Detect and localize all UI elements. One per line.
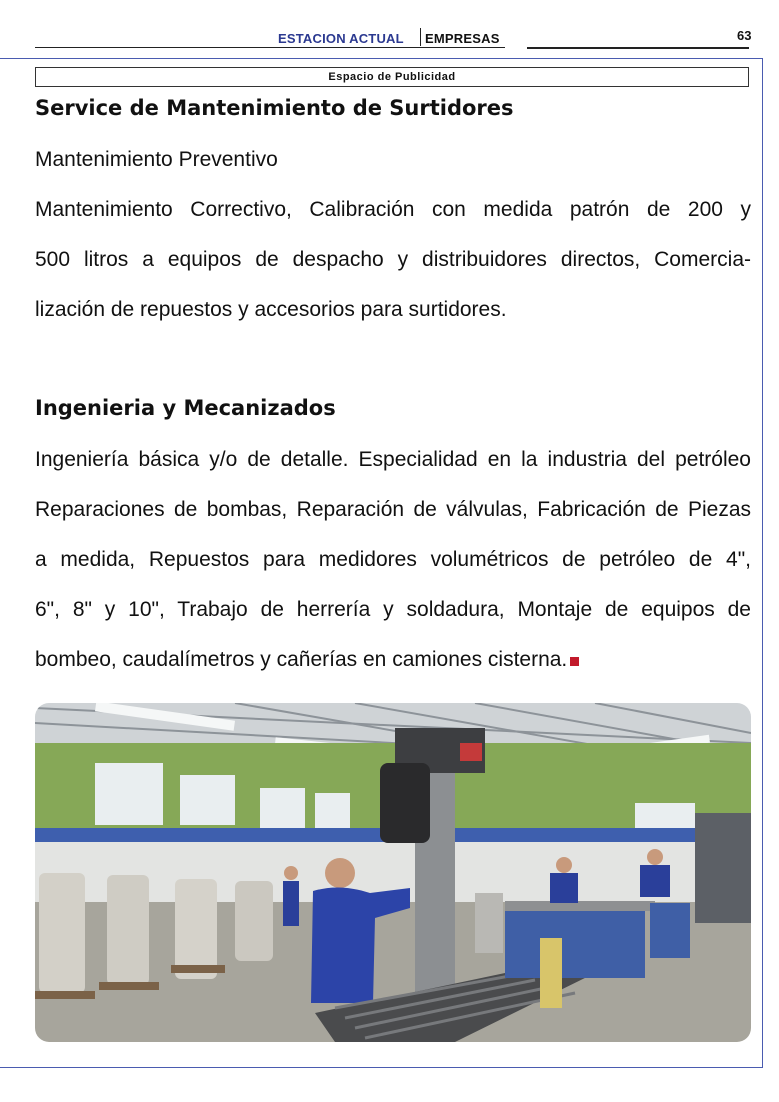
body-line: a medida, Repuestos para medidores volumétricos de petróleo de 4", [35, 548, 751, 571]
publication-name: ESTACION ACTUAL [278, 31, 404, 46]
section-title-ingenieria: Ingenieria y Mecanizados [35, 396, 336, 420]
header-rule [35, 47, 505, 48]
section-title-service: Service de Mantenimiento de Surtidores [35, 96, 514, 120]
body-line: Ingeniería básica y/o de detalle. Especialidad en la industria del petróleo [35, 448, 751, 471]
page-frame-bottom [0, 1067, 763, 1068]
advertising-label: Espacio de Publicidad [35, 67, 749, 87]
body-line: Reparaciones de bombas, Reparación de válvulas, Fabricación de Piezas [35, 498, 751, 521]
body-line: lización de repuestos y accesorios para surtidores. [35, 298, 507, 321]
body-line: 6", 8" y 10", Trabajo de herrería y soldadura, Montaje de equipos de [35, 598, 751, 621]
section-name: EMPRESAS [425, 31, 500, 46]
end-of-article-mark [570, 657, 579, 666]
page-number: 63 [737, 28, 752, 43]
body-line: Mantenimiento Preventivo [35, 148, 278, 171]
page-frame-top [0, 58, 763, 59]
body-line-text: bombeo, caudalímetros y cañerías en camiones cisterna. [35, 648, 568, 671]
header-separator [420, 28, 421, 46]
header-rule [527, 47, 749, 49]
page-frame-right [762, 58, 763, 1068]
body-line-last [35, 647, 751, 673]
body-line: Mantenimiento Correctivo, Calibración con medida patrón de 200 y [35, 198, 751, 221]
body-line: 500 litros a equipos de despacho y distribuidores directos, Comercia- [35, 248, 751, 271]
workshop-photo [35, 703, 751, 1042]
